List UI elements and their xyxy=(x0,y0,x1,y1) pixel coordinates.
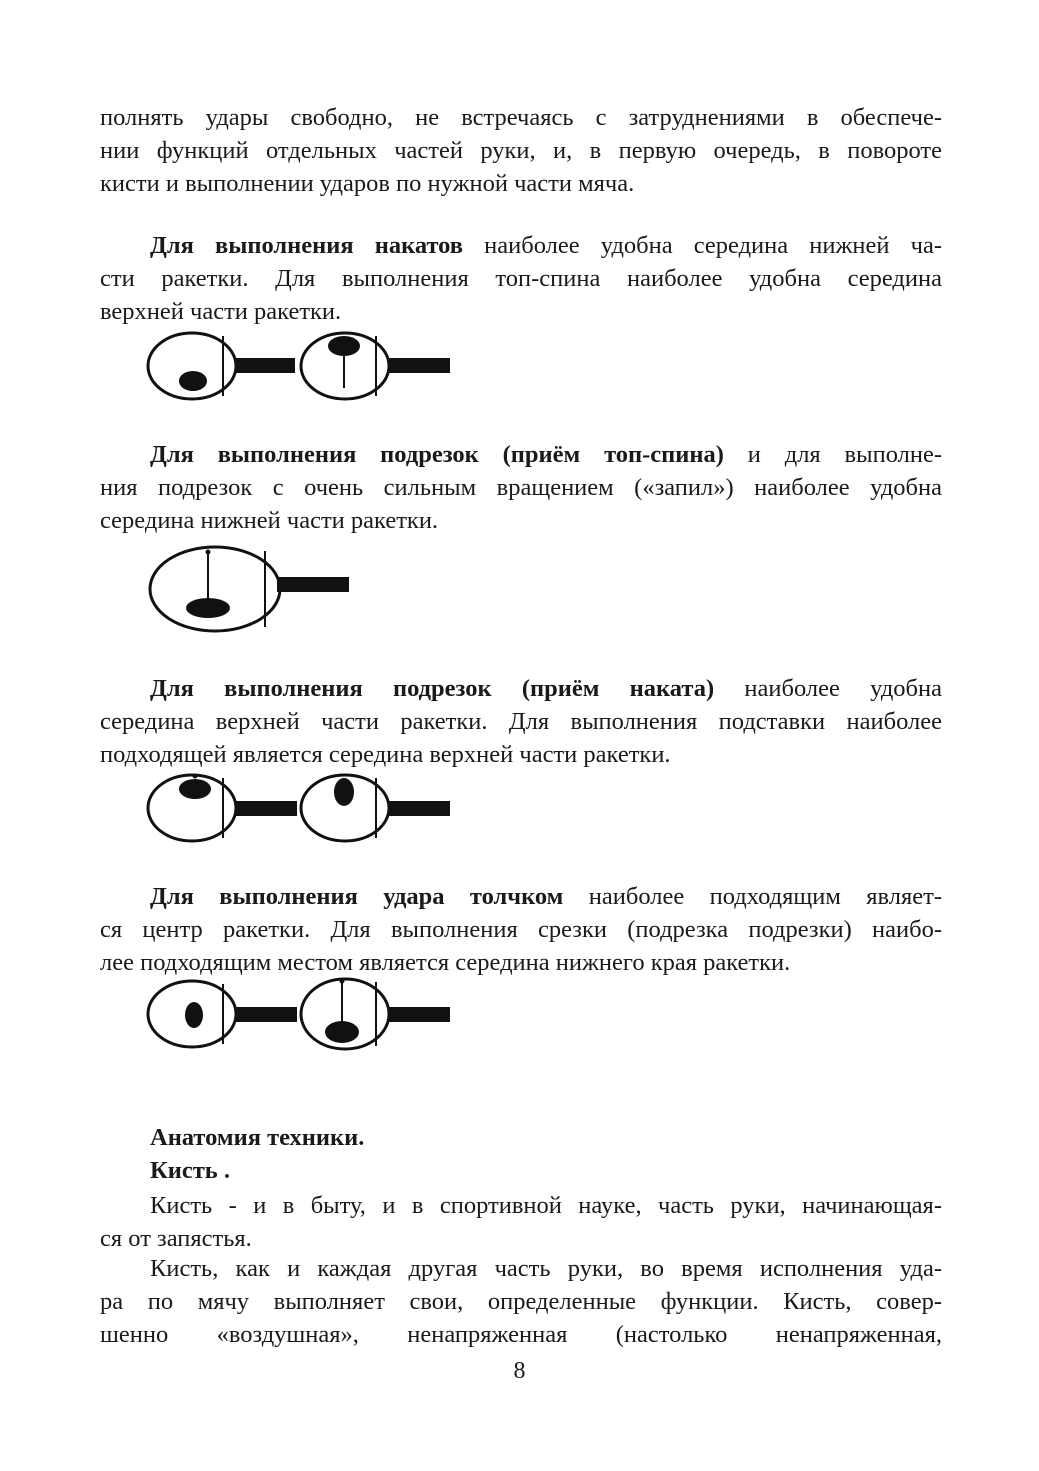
racket-icon xyxy=(148,981,297,1047)
paragraph-push xyxy=(100,880,942,979)
racket-icon xyxy=(150,547,349,631)
page-number: 8 xyxy=(513,1358,526,1384)
racket-diagram-push-cut xyxy=(145,972,455,1054)
text-line: верхней части ракетки. xyxy=(100,298,342,325)
text-line xyxy=(100,438,942,471)
paragraph-hand-function xyxy=(100,1252,942,1351)
paragraph-hand-definition xyxy=(100,1189,942,1255)
text-line: сти ракетки. Для выполнения топ-спина наиболее удобна середина xyxy=(100,265,942,292)
text-line: нии функций отдельных частей руки, и, в первую очередь, в повороте xyxy=(100,137,942,164)
text-line: ся центр ракетки. Для выполнения срезки (подрезка подрезки) наибо- xyxy=(100,916,942,943)
text-line: лее подходящим местом является середина нижнего края ракетки. xyxy=(100,949,791,976)
text-span: наиболее удобна xyxy=(714,675,942,702)
text-line: ра по мячу выполняет свои, определенные функции. Кисть, совер- xyxy=(100,1288,942,1315)
racket-diagram-chop xyxy=(145,543,360,638)
text-span: и для выполне- xyxy=(723,441,942,468)
racket-icon xyxy=(148,774,297,842)
text-line: середина верхней части ракетки. Для выполнения подставки наиболее xyxy=(100,708,942,735)
text-span: наиболее удобна середина нижней ча- xyxy=(463,232,942,259)
section-heading: Анатомия техники. xyxy=(150,1124,365,1151)
text-line: середина нижней части ракетки. xyxy=(100,507,439,534)
text-line xyxy=(100,672,942,705)
text-line: подходящей является середина верхней части ракетки. xyxy=(100,741,671,768)
bold-lead: Для выполнения подрезок (приём наката) xyxy=(150,675,715,702)
text-line: Кисть, как и каждая другая часть руки, во время исполнения уда- xyxy=(150,1255,942,1282)
intro-paragraph xyxy=(100,101,942,200)
text-line: шенно «воздушная», ненапряженная (настолько ненапряженная, xyxy=(100,1321,942,1348)
text-line: кисти и выполнении ударов по нужной части мяча. xyxy=(100,170,635,197)
racket-icon xyxy=(301,333,450,399)
text-line xyxy=(100,880,942,913)
text-line: Кисть - и в быту, и в спортивной науке, часть руки, начинающая- xyxy=(150,1192,942,1219)
racket-diagram-chop-block xyxy=(145,768,455,848)
racket-icon xyxy=(301,979,450,1050)
paragraph-chop-vs-topspin xyxy=(100,438,942,537)
text-span: наиболее подходящим являет- xyxy=(563,883,942,910)
text-line: ся от запястья. xyxy=(100,1225,252,1252)
racket-icon xyxy=(148,333,295,399)
bold-lead: Для выполнения удара толчком xyxy=(150,883,564,910)
text-line: полнять удары свободно, не встречаясь с затруднениями в обеспече- xyxy=(100,104,942,131)
text-line: ния подрезок с очень сильным вращением («запил») наиболее удобна xyxy=(100,474,942,501)
bold-lead: Для выполнения подрезок (приём топ-спина) xyxy=(150,441,724,468)
paragraph-chop-vs-drive xyxy=(100,672,942,771)
bold-lead: Для выполнения накатов xyxy=(150,232,464,259)
racket-diagram-drive-topspin xyxy=(145,328,455,408)
text-line xyxy=(100,229,942,262)
racket-icon xyxy=(301,775,450,841)
paragraph-topspin xyxy=(100,229,942,328)
section-subheading: Кисть . xyxy=(150,1157,230,1184)
